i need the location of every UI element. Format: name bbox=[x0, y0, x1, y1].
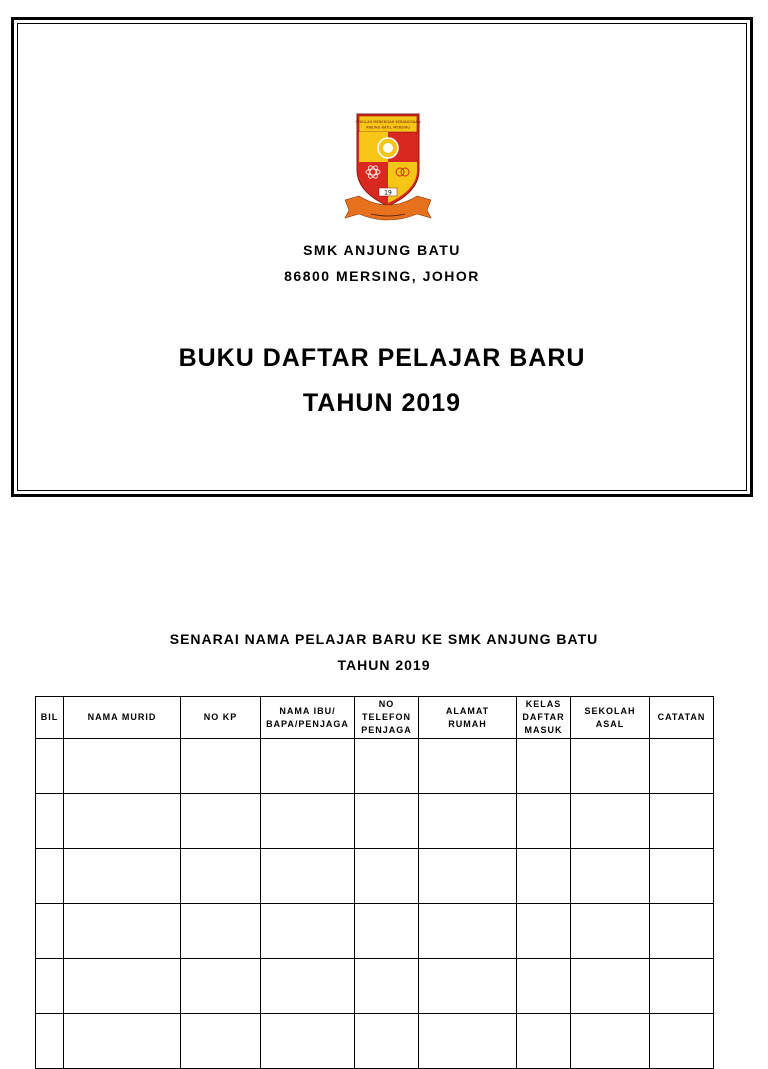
column-header-line: MASUK bbox=[524, 725, 563, 735]
table-cell bbox=[355, 1014, 419, 1069]
table-cell bbox=[650, 959, 714, 1014]
svg-text:SEKOLAH MENENGAH KEBANGSAAN: SEKOLAH MENENGAH KEBANGSAAN bbox=[355, 120, 421, 124]
column-header-line: DAFTAR bbox=[522, 712, 565, 722]
table-cell bbox=[64, 904, 181, 959]
column-header-line: NO KP bbox=[203, 712, 238, 722]
table-cell bbox=[419, 739, 517, 794]
table-row bbox=[36, 1014, 714, 1069]
column-header-line: CATATAN bbox=[657, 712, 706, 722]
table-cell bbox=[517, 959, 571, 1014]
list-title: SENARAI NAMA PELAJAR BARU KE SMK ANJUNG BATU bbox=[169, 631, 599, 647]
column-header-line: NO bbox=[378, 699, 395, 709]
list-year: TAHUN 2019 bbox=[337, 657, 431, 673]
table-row bbox=[36, 959, 714, 1014]
table-cell bbox=[261, 849, 355, 904]
table-cell bbox=[261, 739, 355, 794]
table-cell bbox=[419, 1014, 517, 1069]
column-header-line: BIL bbox=[40, 712, 59, 722]
table-cell bbox=[355, 739, 419, 794]
column-header-line: SEKOLAH bbox=[584, 705, 636, 716]
school-address: 86800 MERSING, JOHOR bbox=[284, 268, 480, 284]
table-cell bbox=[261, 1014, 355, 1069]
column-header bbox=[261, 697, 355, 739]
table-cell bbox=[650, 739, 714, 794]
table-cell bbox=[64, 1014, 181, 1069]
table-cell bbox=[181, 794, 261, 849]
book-title: BUKU DAFTAR PELAJAR BARU bbox=[178, 344, 586, 372]
table-row bbox=[36, 739, 714, 794]
table-cell bbox=[419, 794, 517, 849]
column-header-line: KELAS bbox=[525, 699, 562, 709]
table-cell bbox=[36, 849, 64, 904]
table-cell bbox=[36, 1014, 64, 1069]
table-body bbox=[36, 739, 714, 1069]
column-header bbox=[650, 697, 714, 739]
book-year: TAHUN 2019 bbox=[302, 389, 462, 417]
table-cell bbox=[64, 849, 181, 904]
column-header bbox=[571, 697, 650, 739]
column-header bbox=[181, 697, 261, 739]
table-cell bbox=[36, 904, 64, 959]
table-cell bbox=[355, 959, 419, 1014]
column-header-line: PENJAGA bbox=[361, 725, 412, 735]
school-crest-icon bbox=[343, 110, 433, 228]
table-cell bbox=[36, 959, 64, 1014]
school-name: SMK ANJUNG BATU bbox=[303, 242, 461, 258]
table-cell bbox=[181, 849, 261, 904]
column-header-line: RUMAH bbox=[448, 718, 487, 729]
table-cell bbox=[517, 739, 571, 794]
table-cell bbox=[517, 1014, 571, 1069]
table-row bbox=[36, 904, 714, 959]
table-cell bbox=[64, 794, 181, 849]
svg-text:19: 19 bbox=[384, 189, 392, 197]
student-register-table bbox=[35, 696, 714, 1069]
table-cell bbox=[571, 794, 650, 849]
table-cell bbox=[181, 959, 261, 1014]
table-cell bbox=[419, 904, 517, 959]
table-cell bbox=[64, 739, 181, 794]
column-header bbox=[64, 697, 181, 739]
table-cell bbox=[355, 849, 419, 904]
table-cell bbox=[261, 959, 355, 1014]
table-cell bbox=[571, 959, 650, 1014]
column-header-line: ALAMAT bbox=[445, 705, 490, 716]
table-cell bbox=[355, 794, 419, 849]
column-header bbox=[36, 697, 64, 739]
table-row bbox=[36, 794, 714, 849]
table-cell bbox=[650, 904, 714, 959]
table-cell bbox=[181, 904, 261, 959]
table-cell bbox=[36, 739, 64, 794]
column-header bbox=[355, 697, 419, 739]
table-cell bbox=[650, 794, 714, 849]
table-cell bbox=[517, 849, 571, 904]
table-header-row bbox=[36, 697, 714, 739]
table-cell bbox=[419, 959, 517, 1014]
table-cell bbox=[517, 794, 571, 849]
cover-page-frame bbox=[11, 17, 753, 497]
table-cell bbox=[571, 849, 650, 904]
table-row bbox=[36, 849, 714, 904]
column-header-line: ASAL bbox=[595, 718, 625, 729]
column-header-line: NAMA IBU/ bbox=[279, 705, 336, 716]
table-cell bbox=[181, 1014, 261, 1069]
table-cell bbox=[650, 1014, 714, 1069]
table-cell bbox=[261, 904, 355, 959]
table-cell bbox=[355, 904, 419, 959]
table-cell bbox=[181, 739, 261, 794]
table-cell bbox=[261, 794, 355, 849]
table-cell bbox=[64, 959, 181, 1014]
table-cell bbox=[36, 794, 64, 849]
table-cell bbox=[419, 849, 517, 904]
column-header-line: BAPA/PENJAGA bbox=[266, 718, 349, 729]
svg-text:ANJUNG BATU, MERSING: ANJUNG BATU, MERSING bbox=[366, 125, 410, 130]
table-cell bbox=[571, 904, 650, 959]
column-header bbox=[517, 697, 571, 739]
table-cell bbox=[517, 904, 571, 959]
table-cell bbox=[571, 1014, 650, 1069]
column-header bbox=[419, 697, 517, 739]
column-header-line: TELEFON bbox=[362, 712, 411, 722]
column-header-line: NAMA MURID bbox=[87, 712, 157, 722]
table-cell bbox=[650, 849, 714, 904]
table-cell bbox=[571, 739, 650, 794]
